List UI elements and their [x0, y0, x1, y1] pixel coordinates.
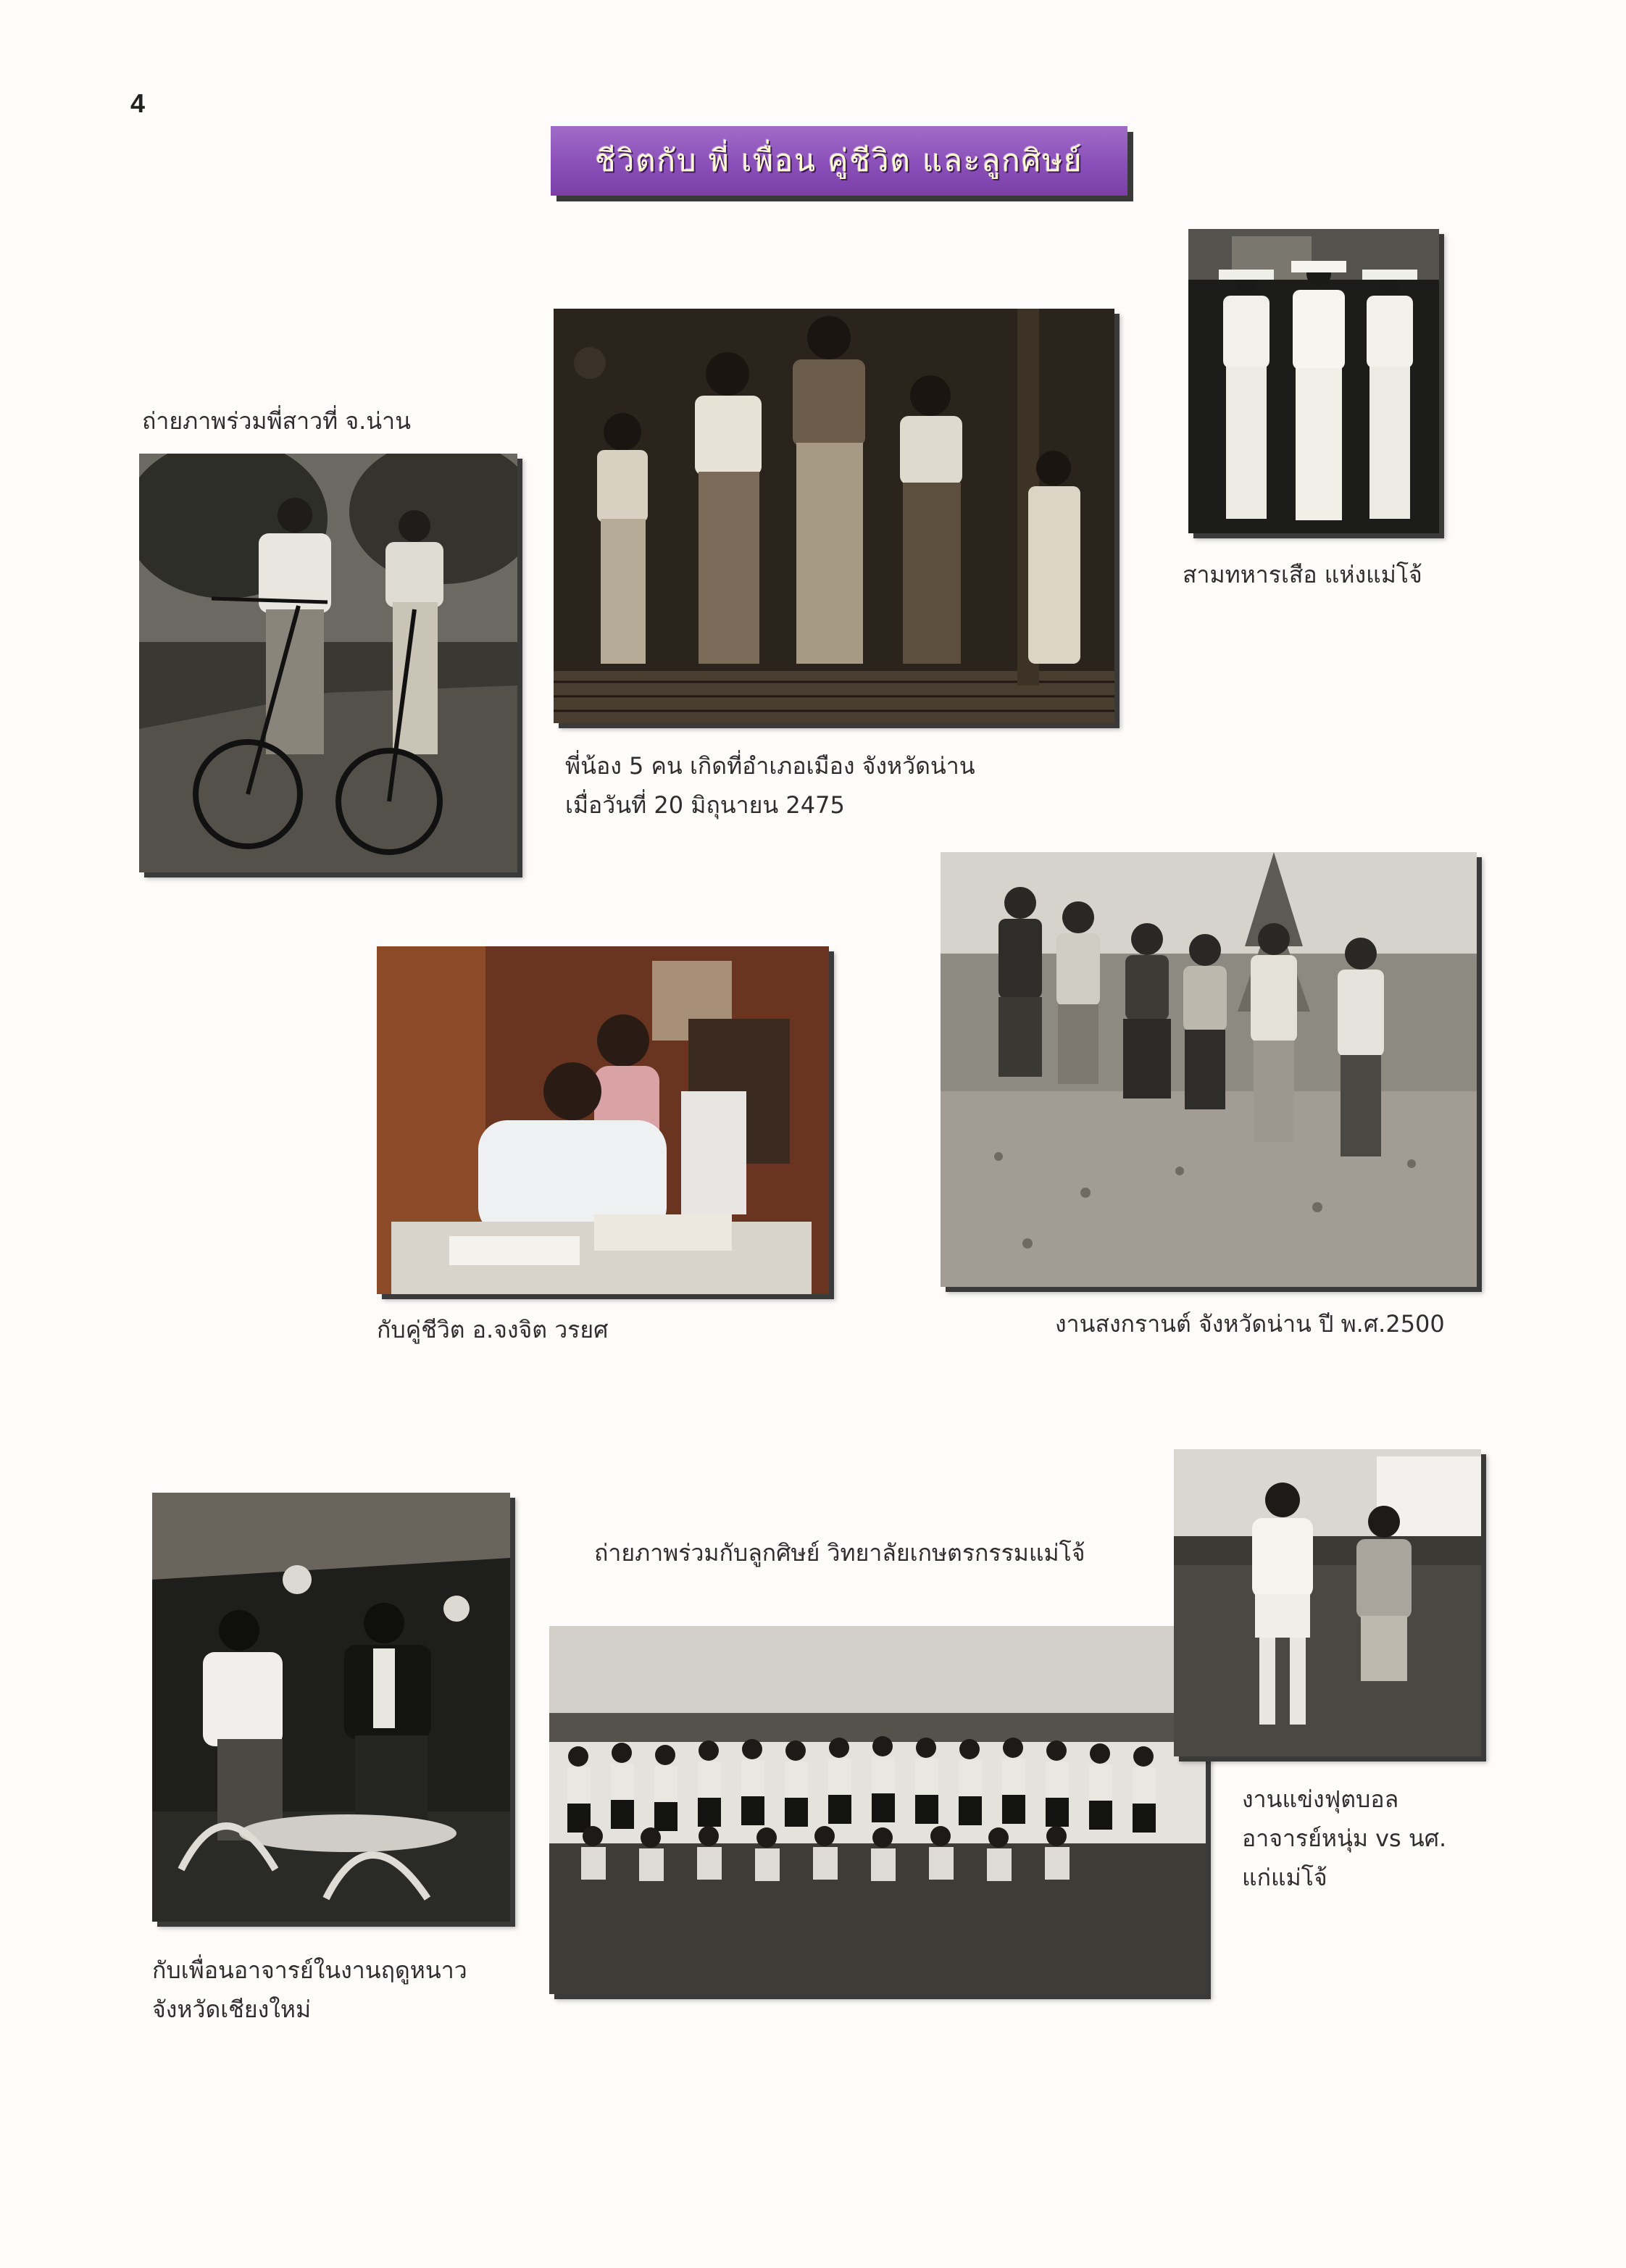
photo-officers: [1188, 229, 1439, 533]
caption-winter-fair: [152, 1951, 467, 2029]
caption-bicycles: ถ่ายภาพร่วมพี่สาวที่ จ.น่าน: [142, 407, 411, 435]
photo-songkran: [941, 852, 1477, 1287]
page-title: ชีวิตกับ พี่ เพื่อน คู่ชีวิต และลูกศิษย์: [595, 143, 1083, 178]
caption-students: ถ่ายภาพร่วมกับลูกศิษย์ วิทยาลัยเกษตรกรรมแม่โจ้: [594, 1539, 1085, 1567]
title-banner: [551, 126, 1127, 196]
photo-spouse: [377, 946, 829, 1294]
photo-bicycles: [139, 454, 517, 872]
page-number: 4: [130, 88, 146, 118]
photo-students: [549, 1626, 1206, 1994]
caption-spouse: กับคู่ชีวิต อ.จงจิต วรยศ: [377, 1316, 609, 1343]
caption-football-line1: งานแข่งฟุตบอล: [1242, 1785, 1399, 1813]
caption-siblings: [565, 746, 975, 825]
photo-winter-fair: [152, 1493, 510, 1922]
caption-football-line2: อาจารย์หนุ่ม vs นศ.: [1242, 1825, 1447, 1852]
caption-winter-fair-line2: จังหวัดเชียงใหม่: [152, 1996, 312, 2023]
caption-siblings-line2: เมื่อวันที่ 20 มิถุนายน 2475: [565, 791, 845, 819]
caption-siblings-line1: พี่น้อง 5 คน เกิดที่อำเภอเมือง จังหวัดน่าน: [565, 752, 975, 780]
caption-football-line3: แก่แม่โจ้: [1242, 1864, 1327, 1891]
caption-winter-fair-line1: กับเพื่อนอาจารย์ในงานฤดูหนาว: [152, 1956, 467, 1984]
caption-officers: สามทหารเสือ แห่งแม่โจ้: [1183, 561, 1422, 588]
caption-football: [1242, 1780, 1446, 1897]
photo-football: [1174, 1449, 1481, 1756]
caption-songkran: งานสงกรานต์ จังหวัดน่าน ปี พ.ศ.2500: [1055, 1310, 1445, 1338]
photo-siblings: [554, 309, 1114, 723]
